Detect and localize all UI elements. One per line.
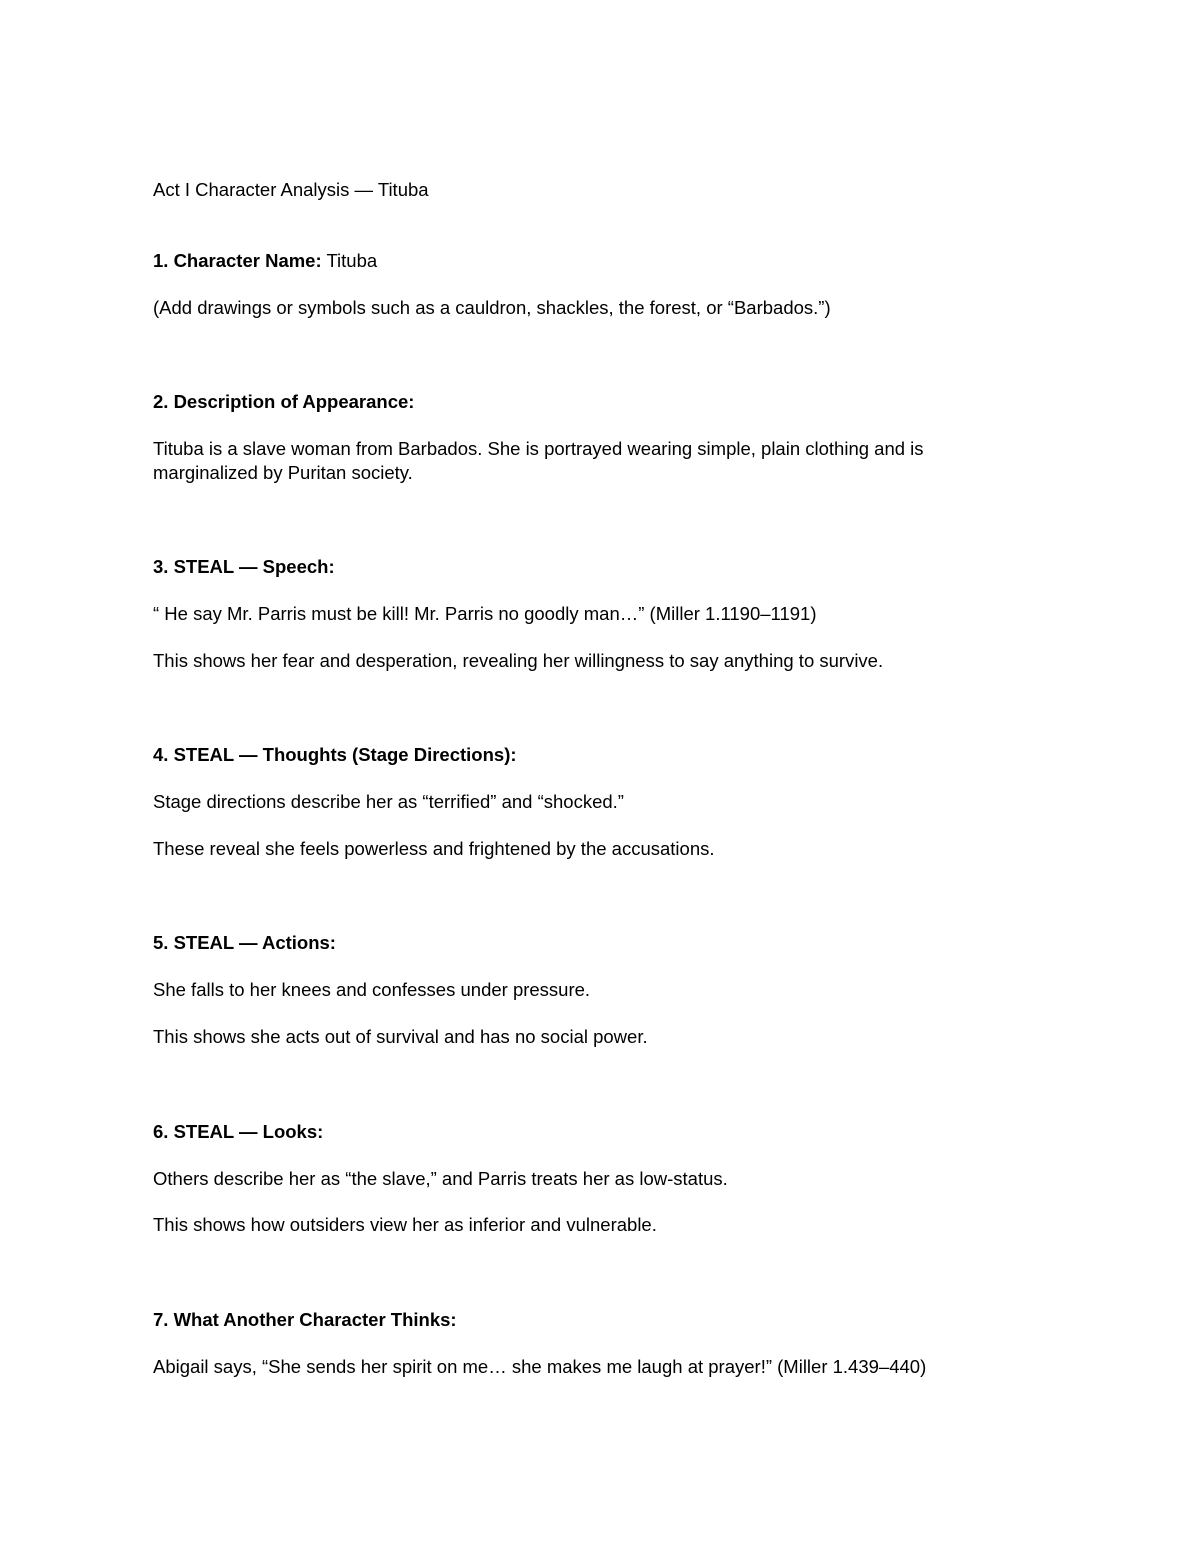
section-1-heading-line (153, 249, 377, 273)
section-2-heading: 2. Description of Appearance: (153, 391, 415, 412)
section-1-text: (Add drawings or symbols such as a cauldron, shackles, the forest, or “Barbados.”) (153, 297, 831, 318)
section-6-analysis: This shows how outsiders view her as inferior and vulnerable. (153, 1214, 657, 1235)
section-3-analysis: This shows her fear and desperation, revealing her willingness to say anything to survive. (153, 650, 884, 671)
section-5-analysis: This shows she acts out of survival and has no social power. (153, 1026, 648, 1047)
section-2-text-line-1: Tituba is a slave woman from Barbados. She is portrayed wearing simple, plain clothing and is (153, 438, 924, 459)
section-4-analysis: These reveal she feels powerless and frightened by the accusations. (153, 838, 715, 859)
section-7-quote: Abigail says, “She sends her spirit on me… she makes me laugh at prayer!” (Miller 1.439–440) (153, 1356, 927, 1377)
section-4-heading: 4. STEAL — Thoughts (Stage Directions): (153, 744, 517, 765)
section-5-heading: 5. STEAL — Actions: (153, 932, 336, 953)
character-name-value: Tituba (321, 250, 378, 271)
section-4-evidence: Stage directions describe her as “terrified” and “shocked.” (153, 791, 624, 812)
section-6-evidence: Others describe her as “the slave,” and Parris treats her as low-status. (153, 1168, 728, 1189)
section-5-evidence: She falls to her knees and confesses under pressure. (153, 979, 591, 1000)
section-2-text-line-2: marginalized by Puritan society. (153, 462, 413, 483)
section-1-heading: 1. Character Name: (153, 250, 322, 271)
document-title: Act I Character Analysis — Tituba (153, 179, 429, 200)
section-7-heading: 7. What Another Character Thinks: (153, 1309, 457, 1330)
section-3-heading: 3. STEAL — Speech: (153, 556, 335, 577)
section-6-heading: 6. STEAL — Looks: (153, 1121, 324, 1142)
section-3-quote: “ He say Mr. Parris must be kill! Mr. Parris no goodly man…” (Miller 1.1190–1191) (153, 603, 817, 624)
